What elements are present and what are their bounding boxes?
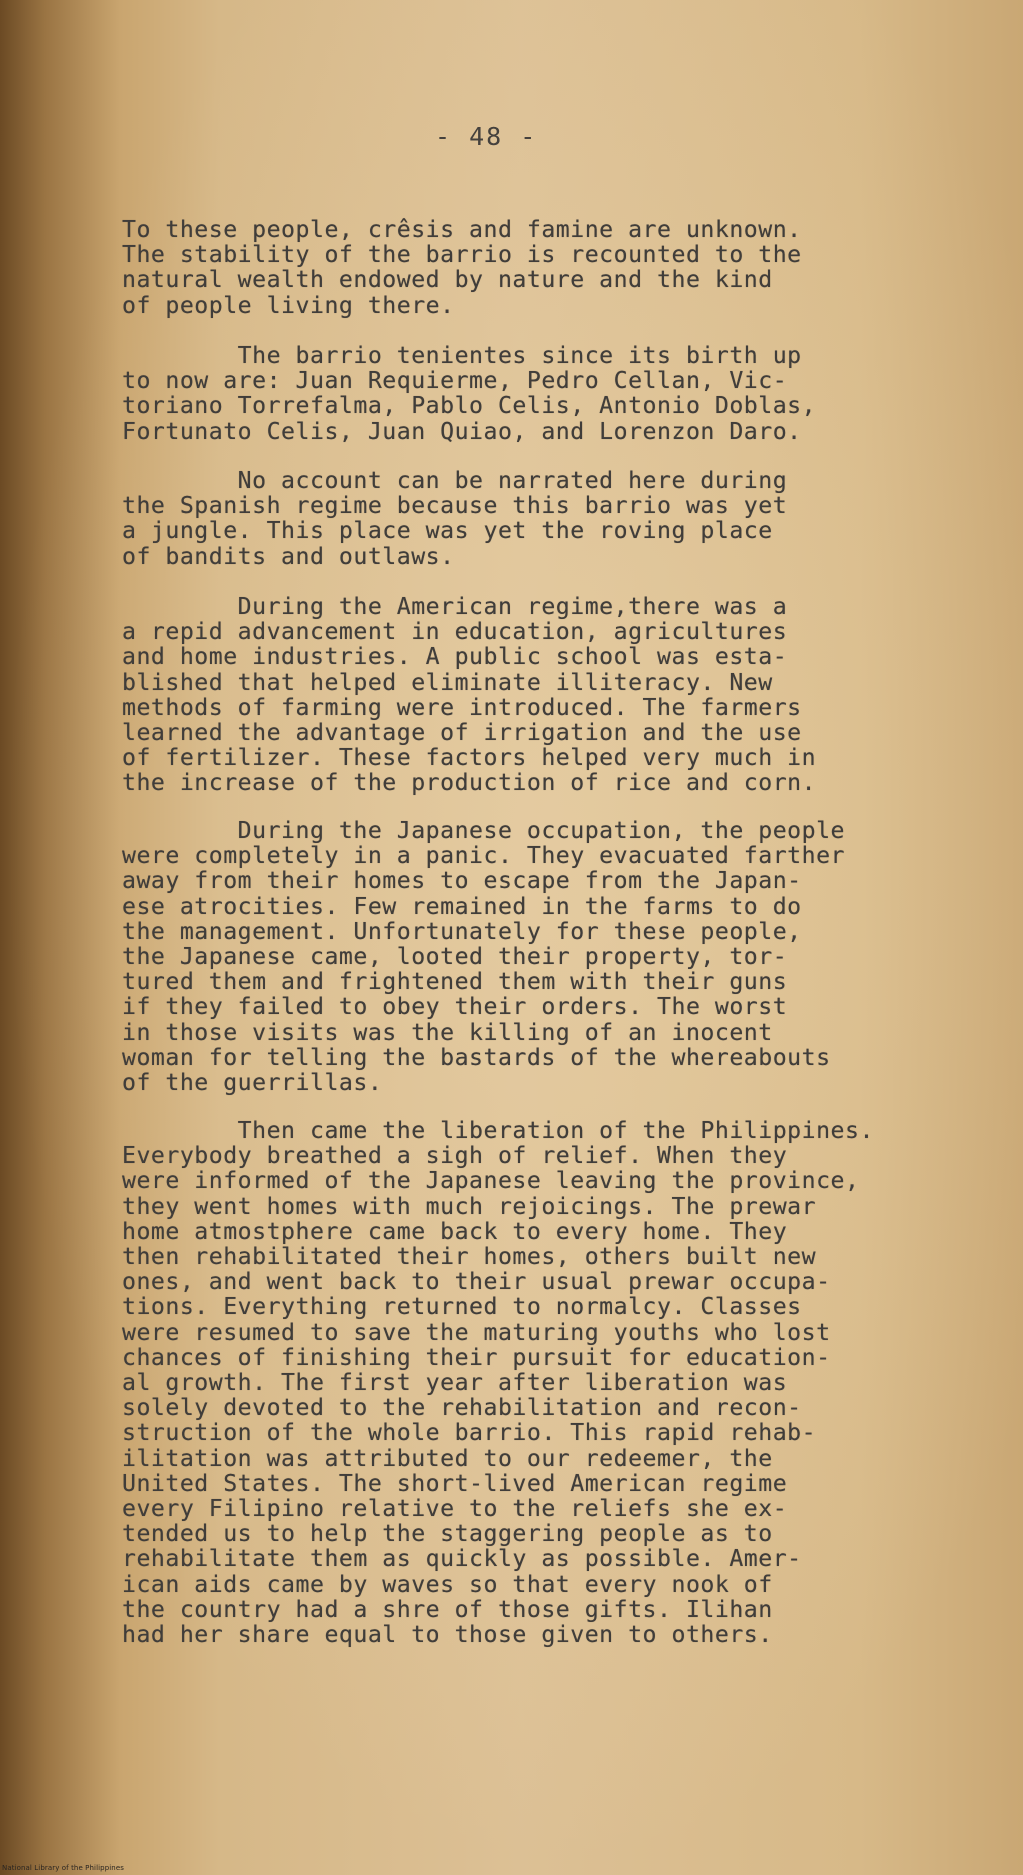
paragraph: [122, 217, 802, 318]
text-line: then rehabilitated their homes, others built new: [122, 1243, 817, 1271]
text-line: blished that helped eliminate illiteracy. New: [122, 668, 773, 696]
text-line: to now are: Juan Requierme, Pedro Cellan, Vic-: [122, 367, 788, 395]
text-line: United States. The short-lived American regime: [122, 1469, 788, 1497]
text-line: struction of the whole barrio. This rapid rehab-: [122, 1419, 817, 1447]
text-line: the management. Unfortunately for these people,: [122, 917, 802, 945]
text-line: in those visits was the killing of an inocent: [122, 1018, 773, 1046]
text-line: solely devoted to the rehabilitation and recon-: [122, 1394, 802, 1422]
text-line: woman for telling the bastards of the whereabouts: [122, 1043, 831, 1071]
paragraph: [122, 818, 845, 1095]
text-line: ican aids came by waves so that every nook of: [122, 1570, 773, 1598]
text-line: the Spanish regime because this barrio was yet: [122, 492, 788, 520]
text-line: Then came the liberation of the Philippines.: [122, 1117, 874, 1144]
paragraph: [122, 468, 787, 569]
text-line: toriano Torrefalma, Pablo Celis, Antonio Doblas,: [122, 392, 817, 420]
text-line: During the American regime,there was a: [122, 593, 788, 620]
text-line: if they failed to obey their orders. The worst: [122, 993, 788, 1021]
text-line: and home industries. A public school was esta-: [122, 643, 788, 671]
text-line: of fertilizer. These factors helped very much in: [122, 744, 817, 772]
text-line: were completely in a panic. They evacuated farther: [122, 842, 846, 870]
text-line: a jungle. This place was yet the roving place: [122, 517, 773, 545]
text-line: natural wealth endowed by nature and the kind: [122, 266, 773, 294]
text-line: During the Japanese occupation, the people: [122, 817, 846, 844]
text-line: Fortunato Celis, Juan Quiao, and Lorenzon Daro.: [122, 417, 802, 445]
text-line: ones, and went back to their usual prewar occupa-: [122, 1268, 831, 1296]
text-line: the country had a shre of those gifts. Ilihan: [122, 1595, 773, 1623]
text-line: tended us to help the staggering people as to: [122, 1520, 773, 1548]
text-line: the increase of the production of rice and corn.: [122, 769, 817, 797]
text-line: of people living there.: [122, 291, 455, 319]
text-line: ilitation was attributed to our redeemer, the: [122, 1444, 773, 1472]
text-line: To these people, crêsis and famine are unknown.: [122, 216, 802, 243]
paragraph: [122, 594, 816, 796]
text-line: were informed of the Japanese leaving the province,: [122, 1167, 860, 1195]
text-line: The barrio tenientes since its birth up: [122, 342, 802, 369]
text-line: tions. Everything returned to normalcy. Classes: [122, 1293, 802, 1321]
text-line: the Japanese came, looted their property, tor-: [122, 943, 788, 971]
text-line: No account can be narrated here during: [122, 467, 788, 494]
text-line: Everybody breathed a sigh of relief. When they: [122, 1142, 788, 1170]
text-line: home atmostphere came back to every home. They: [122, 1217, 788, 1245]
text-line: were resumed to save the maturing youths who lost: [122, 1318, 831, 1346]
text-line: away from their homes to escape from the Japan-: [122, 867, 802, 895]
text-line: of bandits and outlaws.: [122, 542, 455, 570]
text-line: chances of finishing their pursuit for education-: [122, 1343, 831, 1371]
text-line: methods of farming were introduced. The farmers: [122, 693, 802, 721]
library-footer: National Library of the Philippines: [2, 1864, 124, 1872]
text-line: of the guerrillas.: [122, 1069, 383, 1097]
text-line: rehabilitate them as quickly as possible. Amer-: [122, 1545, 802, 1573]
page-number: - 48 -: [435, 122, 538, 151]
text-line: every Filipino relative to the reliefs she ex-: [122, 1495, 788, 1523]
text-line: tured them and frightened them with their guns: [122, 968, 788, 996]
paragraph: [122, 1118, 874, 1647]
text-line: they went homes with much rejoicings. The prewar: [122, 1192, 817, 1220]
paragraph: [122, 343, 816, 444]
text-line: learned the advantage of irrigation and the use: [122, 719, 802, 747]
text-line: The stability of the barrio is recounted to the: [122, 241, 802, 269]
text-line: a repid advancement in education, agricultures: [122, 618, 788, 646]
text-line: had her share equal to those given to others.: [122, 1621, 773, 1649]
text-line: al growth. The first year after liberation was: [122, 1369, 788, 1397]
text-line: ese atrocities. Few remained in the farms to do: [122, 892, 802, 920]
